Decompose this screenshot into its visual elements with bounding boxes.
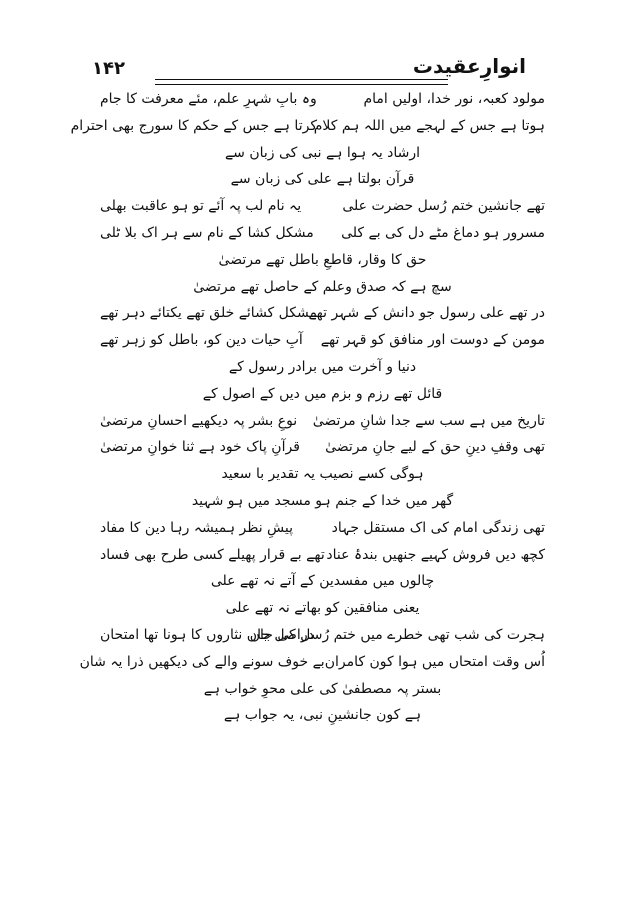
refrain-line: ہوگی کسے نصیب یہ تقدیر با سعید	[221, 466, 424, 483]
hemistich-left: بے خوف سونے والے کی دیکھیں ذرا یہ شان	[79, 653, 325, 670]
header-rule-top	[155, 79, 448, 80]
hemistich-left: کرتا ہے جس کے حکم کا سورج بھی احترام	[70, 117, 317, 134]
hemistich-right: مولود کعبہ، نور خدا، اولیں امام	[363, 91, 545, 107]
hemistich-left: پیشِ نظر ہمیشہ رہا دین کا مفاد	[100, 519, 294, 536]
verse-couplet	[70, 113, 545, 140]
page-number: ۱۴۲	[92, 58, 125, 79]
hemistich-left: نوعِ بشر پہ دیکھیے احسانِ مرتضیٰ	[100, 412, 298, 429]
hemistich-right: تھی زندگی امام کی اک مستقل جہاد	[331, 519, 545, 536]
refrain-line: یعنی منافقین کو بھاتے نہ تھے علی	[225, 600, 420, 617]
hemistich-right: تھے جانشین ختم رُسل حضرت علی	[342, 198, 545, 215]
running-title: انوارِعقیدت	[412, 54, 526, 78]
hemistich-left: وہ بابِ شہرِ علم، مئے معرفت کا جام	[100, 91, 317, 107]
verse-couplet	[100, 220, 545, 247]
verse-couplet	[79, 649, 545, 676]
hemistich-right: مومن کے دوست اور منافق کو قہر تھے	[320, 332, 545, 349]
verse-couplet	[100, 327, 545, 354]
hemistich-right: مسرور ہو دماغ مٹے دل کی بے کلی	[341, 224, 545, 241]
refrain-line: چالوں میں مفسدین کے آتے نہ تھے علی	[210, 573, 435, 590]
poem-body	[70, 86, 545, 729]
hemistich-left: یہ نام لب پہ آئے تو ہو عاقبت بھلی	[100, 198, 302, 215]
verse-couplet	[100, 434, 545, 461]
refrain-line: ارشاد یہ ہوا ہے نبی کی زبان سے	[224, 144, 421, 161]
header-rule-bottom	[155, 84, 448, 85]
hemistich-right: کچھ دیں فروش کہیے جنھیں بندۂ عناد	[326, 546, 545, 563]
hemistich-left: تھے بے قرار پھیلے کسی طرح بھی فساد	[100, 546, 325, 563]
verse-couplet	[100, 86, 545, 113]
verse-couplet	[100, 408, 545, 435]
hemistich-right: تاریخ میں ہے سب سے جدا شانِ مرتضیٰ	[312, 412, 545, 429]
verse-couplet	[100, 515, 545, 542]
refrain-line: گھر میں خدا کے جنم ہو مسجد میں ہو شہید	[191, 492, 454, 509]
refrain-line: قائل تھے رزم و بزم میں دیں کے اصول کے	[202, 385, 443, 402]
hemistich-right: تھی وقفِ دینِ حق کے لیے جانِ مرتضیٰ	[325, 439, 545, 456]
verse-couplet	[100, 300, 545, 327]
hemistich-right: ہوتا ہے جس کے لہجے میں اللہ ہم کلام	[313, 117, 545, 134]
hemistich-right: ہجرت کی شب تھی خطرے میں ختم رُسل کی جان	[249, 626, 545, 643]
refrain-line: ہے کون جانشینِ نبی، یہ جواب ہے	[223, 707, 422, 724]
verse-couplet	[100, 622, 545, 649]
refrain-line: سچ ہے کہ صدق وعلم کے حاصل تھے مرتضیٰ	[193, 278, 452, 295]
verse-couplet	[100, 542, 545, 569]
hemistich-right: در تھے علی رسول جو دانش کے شہر تھے	[308, 305, 545, 322]
hemistich-left: قرآنِ پاک خود ہے ثنا خوانِ مرتضیٰ	[100, 439, 300, 456]
hemistich-left: دراصل جاں نثاروں کا ہونا تھا امتحان	[100, 626, 314, 643]
verse-couplet	[100, 193, 545, 220]
refrain-line: دنیا و آخرت میں برادر رسول کے	[228, 358, 417, 375]
refrain-line: حق کا وقار، قاطعِ باطل تھے مرتضیٰ	[218, 251, 427, 268]
refrain-line: قرآن بولتا ہے علی کی زبان سے	[230, 171, 415, 188]
hemistich-right: اُس وقت امتحاں میں ہوا کون کامران	[324, 653, 545, 670]
hemistich-left: مشکل کشا کے نام سے ہر اک بلا ٹلی	[100, 224, 314, 241]
hemistich-left: آبِ حیات دین کو، باطل کو زہر تھے	[100, 332, 303, 349]
refrain-line: بستر پہ مصطفیٰ کی علی محوِ خواب ہے	[203, 680, 442, 697]
hemistich-left: مشکل کشائے خلق تھے یکتائے دہر تھے	[100, 305, 317, 322]
